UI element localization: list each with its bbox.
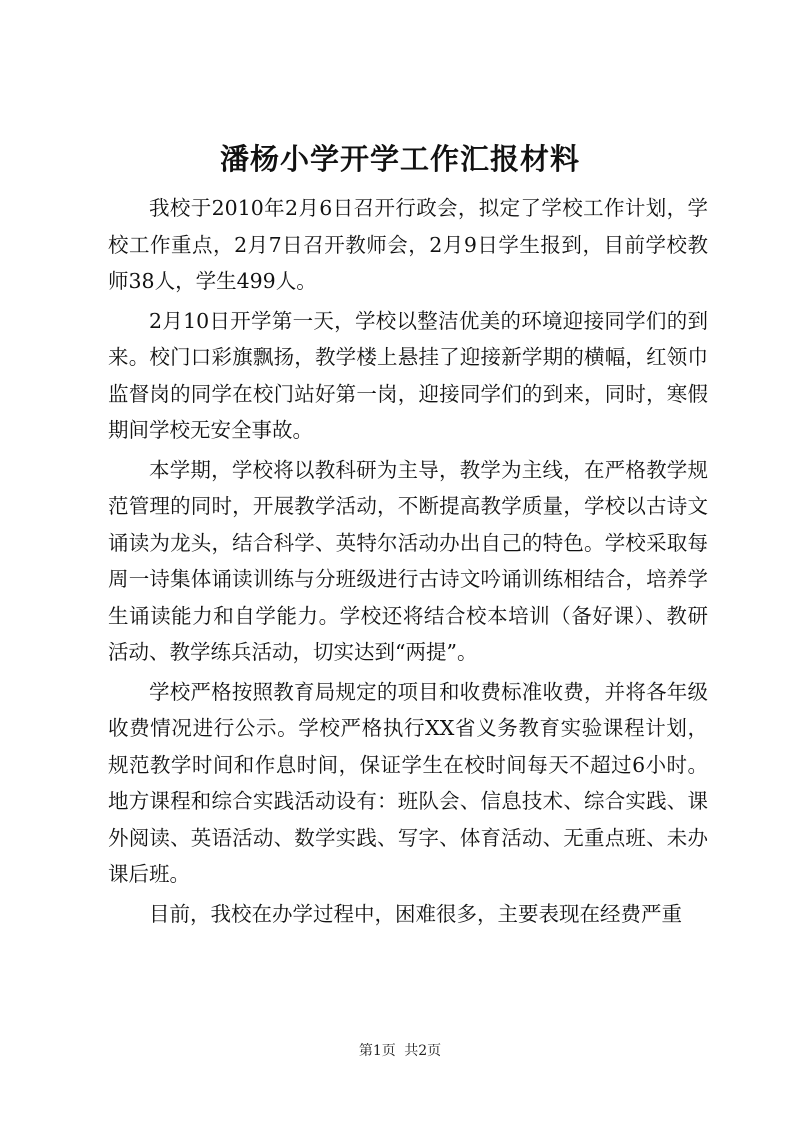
paragraph-1: 我校于2010年2月6日召开行政会，拟定了学校工作计划，学校工作重点，2月7日召开教师会，2月9日学生报到，目前学校教师38人，学生499人。 — [108, 196, 708, 293]
page-total: 共2页 — [404, 1043, 442, 1059]
paragraph-5: 目前，我校在办学过程中，困难很多，主要表现在经费严重 — [149, 901, 682, 926]
document-title: 潘杨小学开学工作汇报材料 — [219, 142, 580, 176]
page-footer — [0, 1041, 800, 1061]
paragraph-4: 学校严格按照教育局规定的项目和收费标准收费，并将各年级收费情况进行公示。学校严格执行XX省义务教育实验课程计划，规范教学时间和作息时间，保证学生在校时间每天不超过6小时。地方课程和综合实践活动设有：班队会、信息技术、综合实践、课外阅读、英语活动、数学实践、写字、体育活动、无重点班、未办课后班。 — [108, 679, 708, 886]
document-body — [108, 190, 708, 935]
paragraph-2: 2月10日开学第一天，学校以整洁优美的环境迎接同学们的到来。校门口彩旗飘扬，教学楼上悬挂了迎接新学期的横幅，红领巾监督岗的同学在校门站好第一岗，迎接同学们的到来，同时，寒假期间学校无安全事故。 — [108, 308, 708, 442]
page-number: 第1页 — [358, 1043, 396, 1059]
paragraph-3: 本学期，学校将以教科研为主导，教学为主线，在严格教学规范管理的同时，开展教学活动，不断提高教学质量，学校以古诗文诵读为龙头，结合科学、英特尔活动办出自己的特色。学校采取每周一诗集体诵读训练与分班级进行古诗文吟诵训练相结合，培养学生诵读能力和自学能力。学校还将结合校本培训（备好课）、教研活动、教学练兵活动，切实达到“两提”。 — [108, 457, 708, 664]
